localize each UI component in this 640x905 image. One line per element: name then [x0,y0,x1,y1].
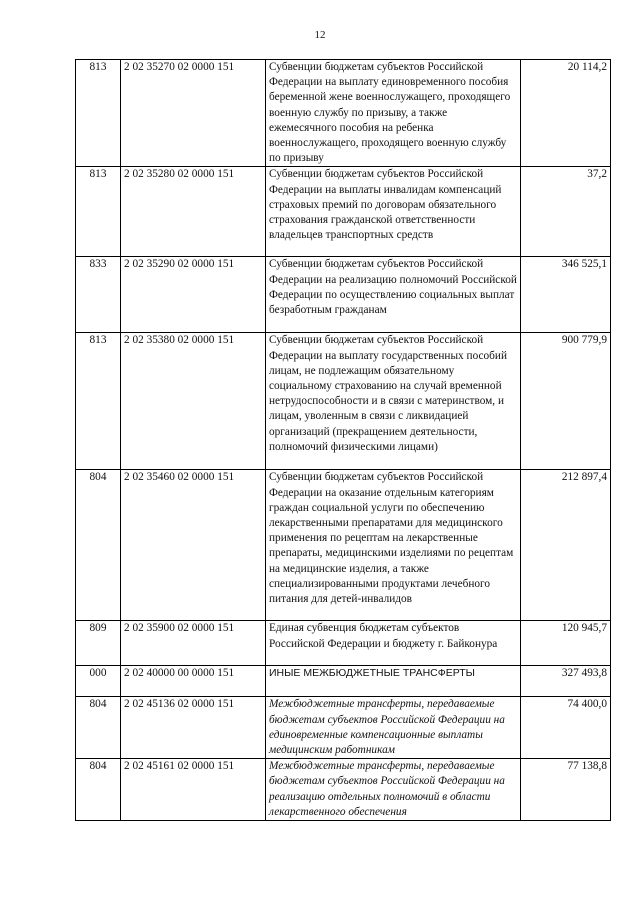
admin-code-cell: 804 [76,697,121,759]
table-row [76,333,611,470]
amount-cell: 20 114,2 [521,60,611,167]
table-row [76,759,611,821]
amount-cell: 37,2 [521,167,611,257]
budget-code-cell: 2 02 35460 02 0000 151 [121,470,266,621]
budget-code-cell: 2 02 45161 02 0000 151 [121,759,266,821]
table-row [76,60,611,167]
budget-code-cell: 2 02 35290 02 0000 151 [121,257,266,333]
admin-code-cell: 833 [76,257,121,333]
page-number: 12 [314,29,326,41]
description-cell: ИНЫЕ МЕЖБЮДЖЕТНЫЕ ТРАНСФЕРТЫ [266,666,521,697]
table-row [76,167,611,257]
budget-code-cell: 2 02 40000 00 0000 151 [121,666,266,697]
description-cell: Субвенции бюджетам субъектов Российской Федерации на оказание отдельным категориям граждан социальной услуги по обеспечению лекарственными препаратами для медицинского применения по рецептам на лекарственные препараты, медицинскими изделиями по рецептам на медицинские изделия, а также специализированными продуктами лечебного питания для детей-инвалидов [266,470,521,621]
amount-cell: 327 493,8 [521,666,611,697]
budget-code-cell: 2 02 35900 02 0000 151 [121,621,266,666]
amount-cell: 74 400,0 [521,697,611,759]
table-row [76,470,611,621]
table-row [76,697,611,759]
admin-code-cell: 813 [76,333,121,470]
table-row [76,257,611,333]
budget-table [75,59,611,821]
budget-code-cell: 2 02 45136 02 0000 151 [121,697,266,759]
table-row [76,621,611,666]
amount-cell: 120 945,7 [521,621,611,666]
budget-code-cell: 2 02 35380 02 0000 151 [121,333,266,470]
description-cell: Межбюджетные трансферты, передаваемые бюджетам субъектов Российской Федерации на реализацию отдельных полномочий в области лекарственного обеспечения [266,759,521,821]
description-cell: Межбюджетные трансферты, передаваемые бюджетам субъектов Российской Федерации на единовременные компенсационные выплаты медицинским работникам [266,697,521,759]
description-cell: Субвенции бюджетам субъектов Российской Федерации на выплаты инвалидам компенсаций страховых премий по договорам обязательного страхования гражданской ответственности владельцев транспортных средств [266,167,521,257]
admin-code-cell: 813 [76,60,121,167]
amount-cell: 77 138,8 [521,759,611,821]
admin-code-cell: 809 [76,621,121,666]
admin-code-cell: 804 [76,759,121,821]
description-cell: Субвенции бюджетам субъектов Российской Федерации на выплату государственных пособий лицам, не подлежащим обязательному социальному страхованию на случай временной нетрудоспособности и в связи с материнством, и лицам, уволенным в связи с ликвидацией организаций (прекращением деятельности, полномочий физическими лицами) [266,333,521,470]
description-cell: Единая субвенция бюджетам субъектов Российской Федерации и бюджету г. Байконура [266,621,521,666]
amount-cell: 900 779,9 [521,333,611,470]
budget-code-cell: 2 02 35270 02 0000 151 [121,60,266,167]
admin-code-cell: 804 [76,470,121,621]
amount-cell: 212 897,4 [521,470,611,621]
table-row [76,666,611,697]
admin-code-cell: 813 [76,167,121,257]
description-cell: Субвенции бюджетам субъектов Российской Федерации на реализацию полномочий Российской Федерации по осуществлению социальных выплат безработным гражданам [266,257,521,333]
description-cell: Субвенции бюджетам субъектов Российской Федерации на выплату единовременного пособия беременной жене военнослужащего, проходящего военную службу по призыву, а также ежемесячного пособия на ребенка военнослужащего, проходящего военную службу по призыву [266,60,521,167]
budget-code-cell: 2 02 35280 02 0000 151 [121,167,266,257]
amount-cell: 346 525,1 [521,257,611,333]
admin-code-cell: 000 [76,666,121,697]
